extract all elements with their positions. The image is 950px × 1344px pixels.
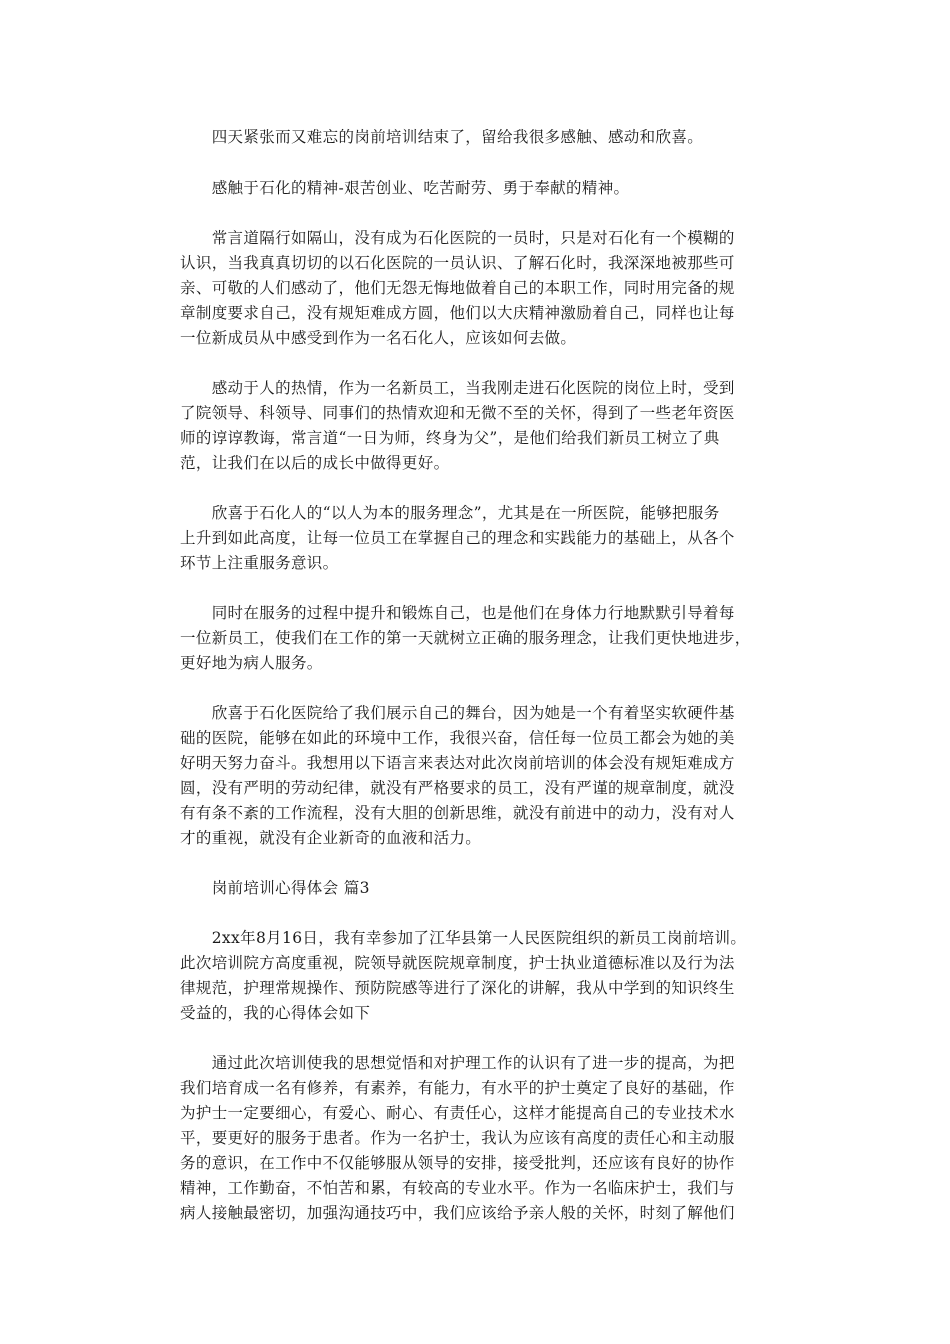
paragraph-line: 亲、可敬的人们感动了，他们无怨无悔地做着自己的本职工作，同时用完备的规	[180, 279, 735, 297]
paragraph-line: 欣喜于石化人的“以人为本的服务理念”，尤其是在一所医院，能够把服务	[180, 504, 720, 522]
paragraph-line: 此次培训院方高度重视，院领导就医院规章制度，护士执业道德标准以及行为法	[180, 954, 735, 972]
paragraph-line: 章制度要求自己，没有规矩难成方圆，他们以大庆精神激励着自己，同样也让每	[180, 304, 735, 322]
paragraph-line: 了院领导、科领导、同事们的热情欢迎和无微不至的关怀，得到了一些老年资医	[180, 404, 735, 422]
paragraph-line: 范，让我们在以后的成长中做得更好。	[180, 454, 450, 472]
paragraph-line: 四天紧张而又难忘的岗前培训结束了，留给我很多感触、感动和欣喜。	[180, 128, 704, 146]
paragraph-line: 认识，当我真真切切的以石化医院的一员认识、了解石化时，我深深地被那些可	[180, 254, 735, 272]
paragraph-line: 更好地为病人服务。	[180, 654, 323, 672]
paragraph-line: 我们培育成一名有修养，有素养，有能力，有水平的护士奠定了良好的基础，作	[180, 1079, 735, 1097]
paragraph-line: 精神，工作勤奋，不怕苦和累，有较高的专业水平。作为一名临床护士，我们与	[180, 1179, 735, 1197]
paragraph-line: 有有条不紊的工作流程，没有大胆的创新思维，就没有前进中的动力，没有对人	[180, 804, 735, 822]
paragraph-line: 师的谆谆教诲，常言道“一日为师，终身为父”，是他们给我们新员工树立了典	[180, 429, 720, 447]
section-heading: 岗前培训心得体会 篇3	[180, 879, 370, 897]
paragraph-line: 环节上注重服务意识。	[180, 554, 339, 572]
paragraph-line: 同时在服务的过程中提升和锻炼自己，也是他们在身体力行地默默引导着每	[180, 604, 735, 622]
paragraph-line: 感触于石化的精神-艰苦创业、吃苦耐劳、勇于奉献的精神。	[180, 179, 630, 197]
paragraph-line: 础的医院，能够在如此的环境中工作，我很兴奋，信任每一位员工都会为她的美	[180, 729, 735, 747]
paragraph-line: 为护士一定要细心，有爱心、耐心、有责任心，这样才能提高自己的专业技术水	[180, 1104, 735, 1122]
paragraph-line: 律规范，护理常规操作、预防院感等进行了深化的讲解，我从中学到的知识终生	[180, 979, 735, 997]
paragraph-line: 才的重视，就没有企业新奇的血液和活力。	[180, 829, 482, 847]
paragraph-line: 平，要更好的服务于患者。作为一名护士，我认为应该有高度的责任心和主动服	[180, 1129, 735, 1147]
paragraph-line: 好明天努力奋斗。我想用以下语言来表达对此次岗前培训的体会没有规矩难成方	[180, 754, 735, 772]
paragraph-line: 一位新成员从中感受到作为一名石化人，应该如何去做。	[180, 329, 577, 347]
paragraph-line: 务的意识，在工作中不仅能够服从领导的安排，接受批判，还应该有良好的协作	[180, 1154, 735, 1172]
paragraph-line: 感动于人的热情，作为一名新员工，当我刚走进石化医院的岗位上时，受到	[180, 379, 735, 397]
paragraph-line: 2xx年8月16日，我有幸参加了江华县第一人民医院组织的新员工岗前培训。	[180, 929, 747, 947]
paragraph-line: 病人接触最密切，加强沟通技巧中，我们应该给予亲人般的关怀，时刻了解他们	[180, 1204, 735, 1222]
paragraph-line: 欣喜于石化医院给了我们展示自己的舞台，因为她是一个有着坚实软硬件基	[180, 704, 735, 722]
paragraph-line: 圆，没有严明的劳动纪律，就没有严格要求的员工，没有严谨的规章制度，就没	[180, 779, 735, 797]
paragraph-line: 常言道隔行如隔山，没有成为石化医院的一员时，只是对石化有一个模糊的	[180, 229, 735, 247]
paragraph-line: 一位新员工，使我们在工作的第一天就树立正确的服务理念，让我们更快地进步，	[180, 629, 751, 647]
paragraph-line: 上升到如此高度，让每一位员工在掌握自己的理念和实践能力的基础上，从各个	[180, 529, 735, 547]
paragraph-line: 通过此次培训使我的思想觉悟和对护理工作的认识有了进一步的提高，为把	[180, 1054, 735, 1072]
paragraph-line: 受益的，我的心得体会如下	[180, 1004, 371, 1022]
